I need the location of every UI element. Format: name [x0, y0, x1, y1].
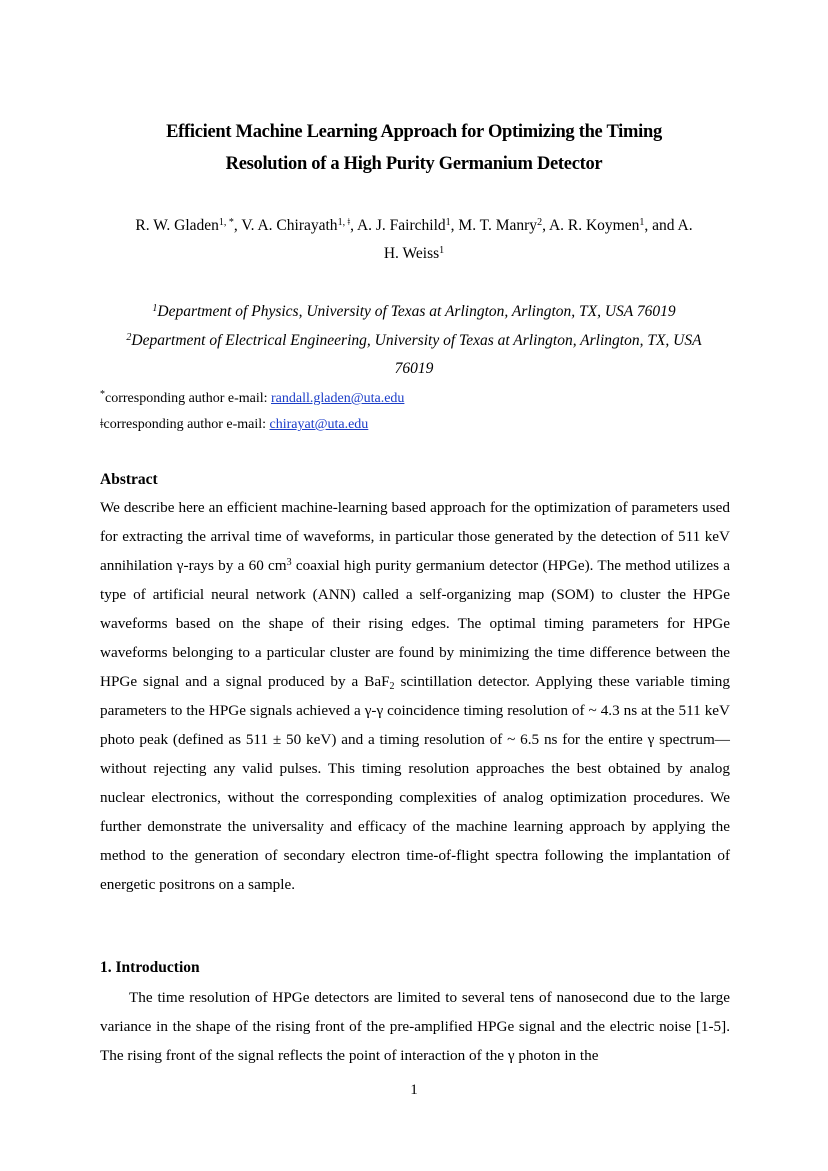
author-affil-mark: 1: [439, 245, 445, 256]
email-line-2: [100, 412, 728, 438]
author-name: H. Weiss: [383, 245, 440, 262]
abstract-heading: Abstract: [100, 471, 158, 488]
email-label: corresponding author e-mail:: [105, 391, 272, 406]
author-name: R. W. Gladen: [135, 217, 219, 234]
section-heading-introduction: 1. Introduction: [100, 959, 200, 976]
author-affil-mark: 1: [445, 217, 451, 228]
affiliation-text: Department of Electrical Engineering, University of Texas at Arlington, Arlington, TX, USA: [131, 331, 702, 349]
abstract-sup: 3: [286, 557, 292, 568]
abstract-part: We describe here an efficient machine-learning based approach for the optimization of parameters used for extracting the arrival time of waveforms, in particular those generated by the detection of 511 keV annihilation γ-rays by a 60 cm: [100, 499, 730, 574]
author-name: , and A.: [644, 217, 693, 234]
author-name: , A. R. Koymen: [542, 217, 640, 234]
author-name: , A. J. Fairchild: [350, 217, 446, 234]
author-affil-mark: 1, *: [218, 217, 234, 228]
abstract-part: scintillation detector. Applying these variable timing parameters to the HPGe signals achieved a γ-γ coincidence timing resolution of ~ 4.3 ns at the 511 keV photo peak (defined as 511 ± 50 keV) and a timing resolution of ~ 6.5 ns for the entire γ spectrum—without rejecting any valid pulses. This timing resolution approaches the best obtained by analog nuclear electronics, without the corresponding complexities of analog optimization procedures. We further demonstrate the universality and efficacy of the machine learning approach by applying the method to the generation of secondary electron time-of-flight spectra following the implantation of energetic positrons on a sample.: [100, 673, 730, 893]
author-affil-mark: 1, ǂ: [337, 217, 351, 228]
author-line-2: [100, 240, 728, 268]
email-link-gladen[interactable]: randall.gladen@uta.edu: [271, 391, 405, 406]
affiliation-text: Department of Physics, University of Texas at Arlington, Arlington, TX, USA 76019: [157, 303, 676, 320]
affiliation-2: [100, 327, 728, 356]
abstract-text: [100, 493, 730, 899]
email-label: corresponding author e-mail:: [103, 417, 270, 432]
author-list: [100, 212, 728, 268]
affiliation-2-cont: 76019: [394, 360, 434, 377]
affiliations: [100, 298, 728, 384]
abstract-part: coaxial high purity germanium detector (HPGe). The method utilizes a type of artificial neural network (ANN) called a self-organizing map (SOM) to cluster the HPGe waveforms based on the shape of their rising edges. The optimal timing parameters for HPGe waveforms belonging to a particular cluster are found by minimizing the time difference between the HPGe signal and a signal produced by a BaF: [100, 557, 730, 690]
introduction-text: The time resolution of HPGe detectors are limited to several tens of nanosecond due to the large variance in the shape of the rising front of the pre-amplified HPGe signal and the electric noise [1-5]. The rising front of the signal reflects the point of interaction of the γ photon in the: [100, 989, 730, 1064]
email-line-1: [100, 386, 728, 412]
paper-title: [100, 116, 728, 180]
page-number: 1: [410, 1082, 418, 1098]
author-affil-mark: 2: [537, 217, 543, 228]
title-line-1: Efficient Machine Learning Approach for Optimizing the Timing: [166, 122, 662, 142]
title-line-2: Resolution of a High Purity Germanium Detector: [225, 154, 603, 174]
email-link-chirayath[interactable]: chirayat@uta.edu: [269, 417, 369, 432]
author-name: , V. A. Chirayath: [233, 217, 338, 234]
author-affil-mark: 1: [639, 217, 645, 228]
email-mark: ǂ: [100, 417, 104, 432]
affiliation-1: [100, 298, 728, 327]
author-line-1: [100, 212, 728, 240]
affil-mark: 1: [152, 303, 158, 314]
author-name: , M. T. Manry: [450, 217, 538, 234]
email-mark: *: [100, 389, 105, 400]
abstract-sub: 2: [389, 681, 395, 692]
corresponding-emails: [100, 386, 728, 438]
affil-mark: 2: [126, 331, 132, 343]
